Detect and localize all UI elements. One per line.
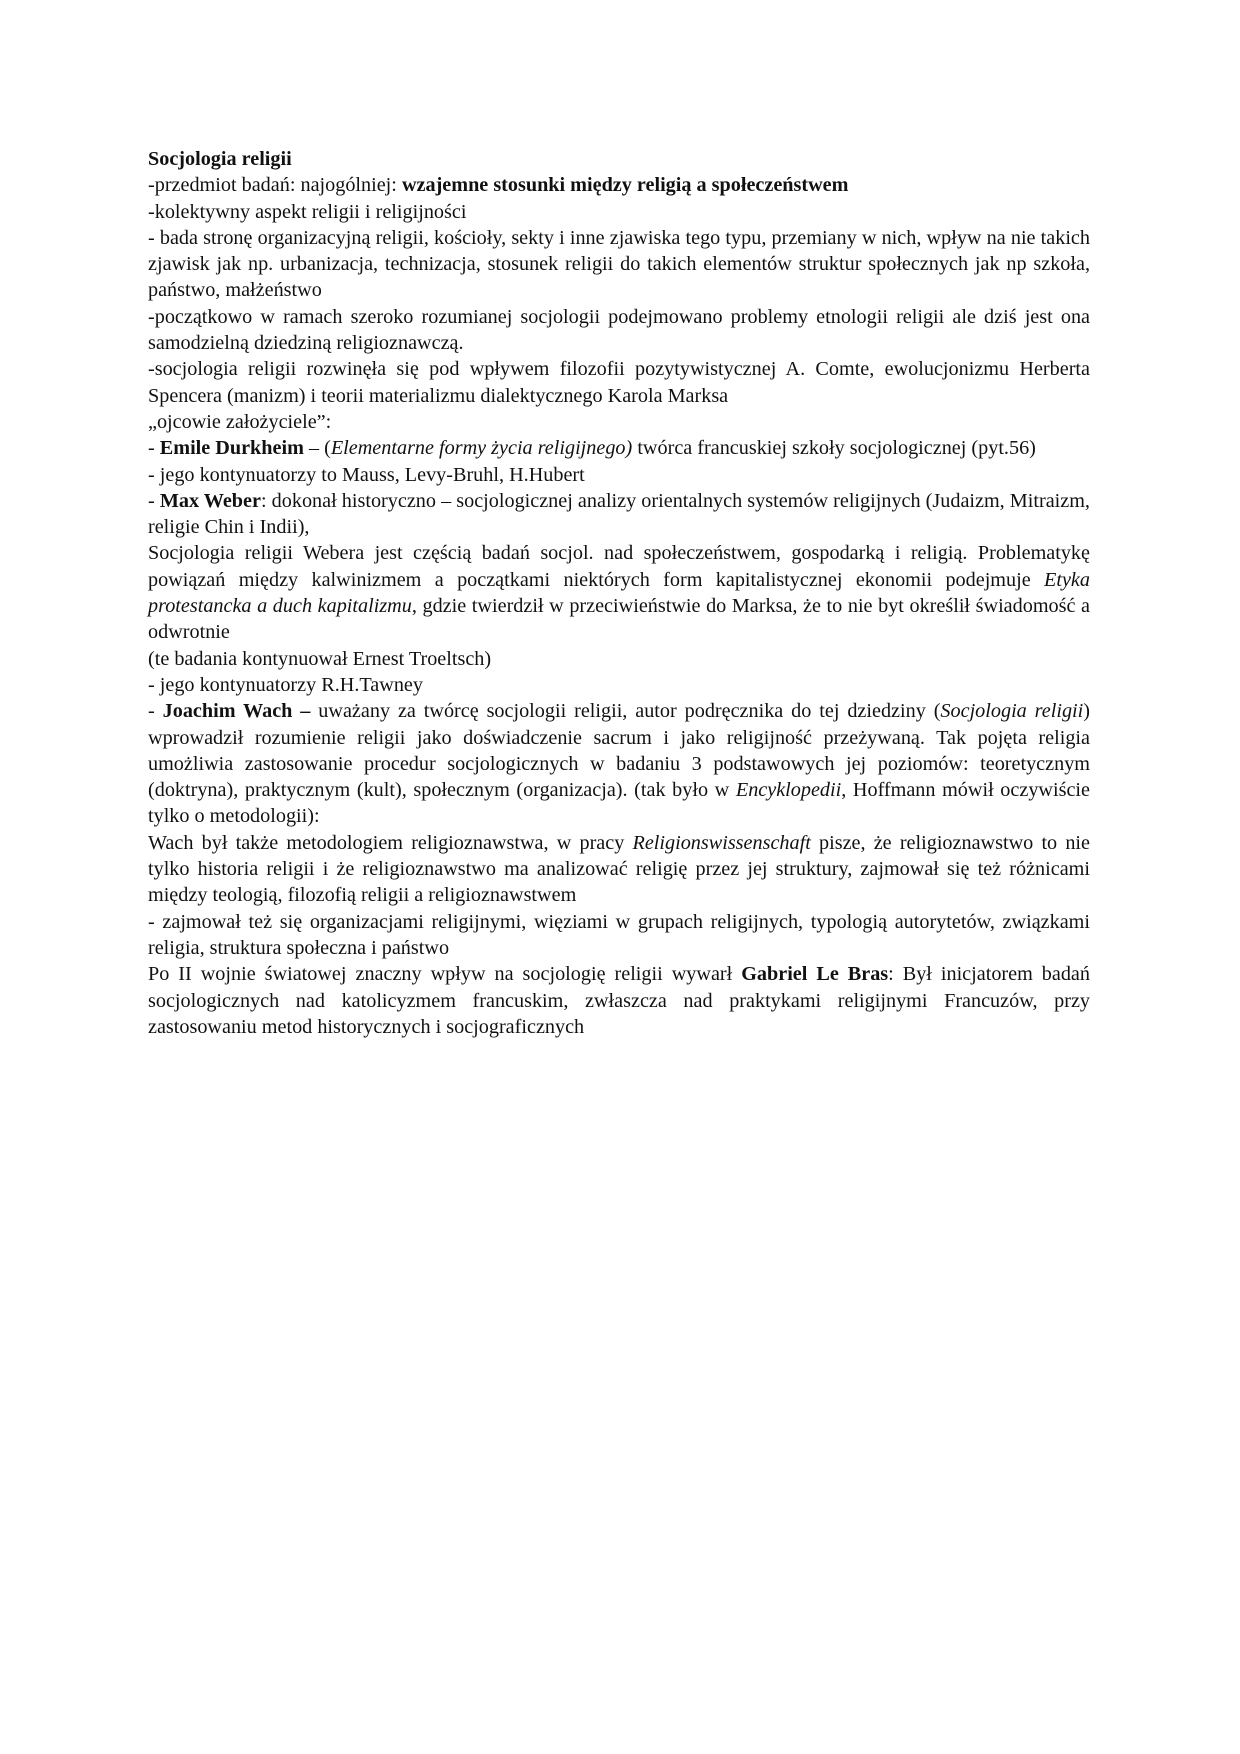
- name-le-bras: Gabriel Le Bras: [741, 963, 889, 986]
- paragraph-troeltsch: (te badania kontynuował Ernest Troeltsch): [148, 647, 492, 670]
- paragraph-wach: - Joachim Wach – uważany za twórcę socjologii religii, autor podręcznika do tej dziedziny (Socjologia religii) wprowadził rozumienie religii jako doświadczenie sacrum i jako religijność przeżywaną. Tak pojęta religia umożliwia zastosowanie procedur socjologicznych w badaniu 3 podstawowych jej poziomów: teoretycznym (doktryna), praktycznym (kult), społecznym (organizacja). (tak było w Encyklopedii, Hoffmann mówił oczywiście tylko o metodologii):: [148, 700, 1090, 828]
- paragraph-weber: - Max Weber: dokonał historyczno – socjologicznej analizy orientalnych systemów religijnych (Judaizm, Mitraizm, religie Chin i Indii),: [148, 489, 1090, 539]
- paragraph-weber-followers: - jego kontynuatorzy R.H.Tawney: [148, 673, 423, 696]
- work-title: Encyklopedii: [735, 779, 842, 802]
- document-title: Socjologia religii: [148, 148, 292, 170]
- work-title: Religionswissenschaft: [632, 831, 811, 854]
- paragraph-wach-methodology: Wach był także metodologiem religioznawstwa, w pracy Religionswissenschaft pisze, że religioznawstwo to nie tylko historia religii i że religioznawstwo ma analizować religię przez jej struktury, zajmował się też różnicami między teologią, filozofią religii a religioznawstwem: [148, 831, 1090, 907]
- paragraph-durkheim: - Emile Durkheim – (Elementarne formy życia religijnego) twórca francuskiej szkoły socjologicznej (pyt.56): [148, 437, 1036, 460]
- paragraph-le-bras: Po II wojnie światowej znaczny wpływ na socjologię religii wywarł Gabriel Le Bras: Był inicjatorem badań socjologicznych nad katolicyzmem francuskim, zwłaszcza nad praktykami religijnymi Francuzów, przy zastosowaniu metod historycznych i socjograficznych: [148, 963, 1090, 1038]
- paragraph-durkheim-followers: - jego kontynuatorzy to Mauss, Levy-Bruhl, H.Hubert: [148, 463, 585, 486]
- work-title: Socjologia religii: [940, 700, 1084, 723]
- paragraph-founding-fathers: „ojcowie założyciele”:: [148, 410, 332, 433]
- paragraph-collective-aspect: -kolektywny aspekt religii i religijności: [148, 200, 467, 223]
- paragraph-origins: -początkowo w ramach szeroko rozumianej socjologii podejmowano problemy etnologii religii ale dziś jest ona samodzielną dziedziną religioznawczą.: [148, 305, 1090, 355]
- paragraph-development: -socjologia religii rozwinęła się pod wpływem filozofii pozytywistycznej A. Comte, ewolucjonizmu Herberta Spencera (manizm) i teorii materializmu dialektycznego Karola Marksa: [148, 358, 1090, 407]
- name-wach: Joachim Wach –: [162, 700, 311, 723]
- paragraph-organizational-side: - bada stronę organizacyjną religii, kościoły, sekty i inne zjawiska tego typu, przemiany w nich, wpływ na nie takich zjawisk jak np. urbanizacja, technizacja, stosunek religii do takich elementów struktur społecznych jak np szkoła, państwo, małżeństwo: [148, 226, 1090, 302]
- document-body: [148, 146, 1090, 1040]
- name-weber: Max Weber: [159, 489, 261, 512]
- paragraph-wach-organizations: - zajmował też się organizacjami religijnymi, więziami w grupach religijnych, typologią autorytetów, związkami religia, struktura społeczna i państwo: [148, 910, 1090, 959]
- name-durkheim: Emile Durkheim: [159, 437, 304, 460]
- work-title: Etyka protestancka a duch kapitalizmu: [148, 568, 1090, 618]
- paragraph-weber-sociology: Socjologia religii Webera jest częścią badań socjol. nad społeczeństwem, gospodarką i religią. Problematykę powiązań między kalwinizmem a początkami niektórych form kapitalistycznej ekonomii podejmuje Etyka protestancka a duch kapitalizmu, gdzie twierdził w przeciwieństwie do Marksa, że to nie byt określił świadomość a odwrotnie: [148, 542, 1090, 644]
- paragraph-subject: -przedmiot badań: najogólniej: wzajemne stosunki między religią a społeczeństwem: [148, 174, 849, 197]
- work-title: Elementarne formy życia religijnego): [330, 437, 633, 460]
